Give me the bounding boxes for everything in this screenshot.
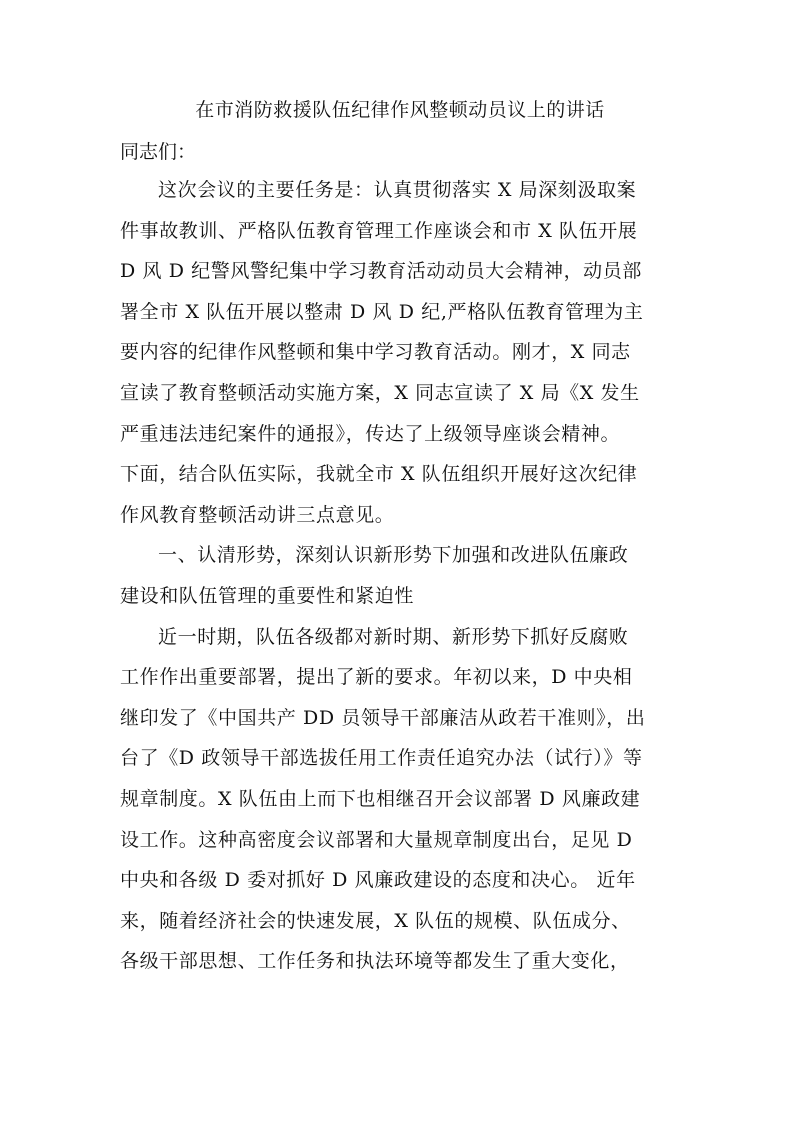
salutation: 同志们： (120, 141, 197, 163)
paragraph-line: D 风 D 纪警风警纪集中学习教育活动动员大会精神，动员部 (120, 260, 642, 283)
paragraph-line: 这次会议的主要任务是：认真贯彻落实 X 局深刻汲取案 (158, 179, 637, 201)
paragraph-line: 各级干部思想、工作任务和执法环境等都发生了重大变化， (120, 950, 630, 973)
paragraph-line: 近一时期，队伍各级都对新时期、新形势下抓好反腐败 (158, 625, 629, 648)
document-body (120, 170, 680, 982)
paragraph-line: 规章制度。X 队伍由上而下也相继召开会议部署 D 风廉政建 (120, 787, 641, 810)
paragraph-line: 作风教育整顿活动讲三点意见。 (120, 503, 395, 526)
paragraph-line: 要内容的纪律作风整顿和集中学习教育活动。刚才，X 同志 (120, 341, 631, 364)
paragraph-line: 下面，结合队伍实际，我就全市 X 队伍组织开展好这次纪律 (120, 463, 638, 486)
paragraph-line: 设工作。这种高密度会议部署和大量规章制度出台，足见 D (120, 828, 633, 851)
paragraph-line: 署全市 X 队伍开展以整肃 D 风 D 纪,严格队伍教育管理为主 (120, 300, 644, 323)
paragraph-line: 工作作出重要部署，提出了新的要求。年初以来，D 中央相 (120, 666, 633, 689)
document-title: 在市消防救援队伍纪律作风整顿动员议上的讲话 (195, 99, 605, 121)
paragraph-line: 严重违法违纪案件的通报》，传达了上级领导座谈会精神。 (120, 422, 621, 445)
section-heading-line: 一、认清形势，深刻认识新形势下加强和改进队伍廉政 (158, 544, 629, 567)
paragraph-line: 宣读了教育整顿活动实施方案，X 同志宣读了 X 局《X 发生 (120, 381, 640, 404)
paragraph-line: 中央和各级 D 委对抓好 D 风廉政建设的态度和决心。 近年 (120, 869, 636, 892)
section-heading-line: 建设和队伍管理的重要性和紧迫性 (120, 584, 415, 607)
paragraph-line: 台了《D 政领导干部选拔任用工作责任追究办法（试行）》等 (120, 747, 643, 770)
paragraph-line: 来，随着经济社会的快速发展，X 队伍的规模、队伍成分、 (120, 909, 631, 932)
paragraph-line: 件事故教训、严格队伍教育管理工作座谈会和市 X 队伍开展 (120, 219, 638, 242)
paragraph-line: 继印发了《中国共产 DD 员领导干部廉洁从政若干准则》，出 (120, 706, 646, 729)
